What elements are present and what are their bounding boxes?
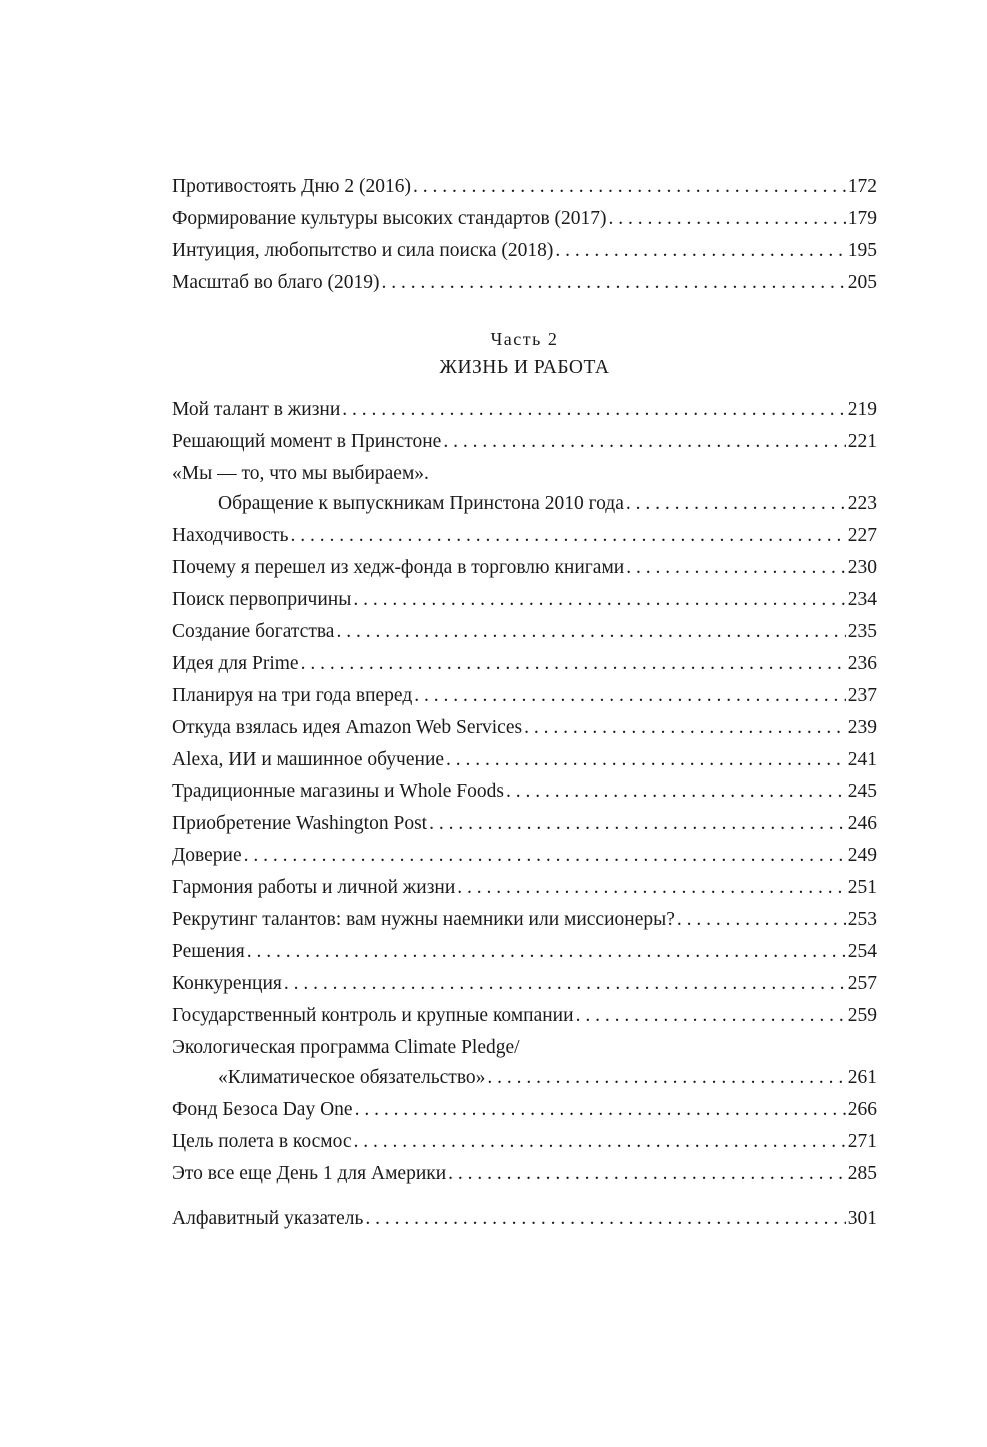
toc-entry[interactable] bbox=[172, 429, 877, 455]
toc-entry-page: 251 bbox=[847, 877, 877, 898]
part-title: ЖИЗНЬ И РАБОТА bbox=[439, 357, 610, 378]
toc-entry[interactable] bbox=[172, 206, 877, 232]
toc-entry-page: 261 bbox=[847, 1067, 877, 1088]
toc-entry[interactable] bbox=[172, 491, 877, 517]
toc-entry[interactable] bbox=[172, 747, 877, 773]
toc-entry-title: Решения bbox=[172, 941, 245, 962]
part-label: Часть 2 bbox=[490, 329, 559, 349]
toc-entry-title: Интуиция, любопытство и сила поиска (2018) bbox=[172, 240, 554, 261]
toc-entry-page: 237 bbox=[847, 685, 877, 706]
toc-entry[interactable] bbox=[172, 715, 877, 741]
toc-entry[interactable] bbox=[172, 843, 877, 869]
toc-leader-dots bbox=[301, 651, 846, 677]
toc-leader-dots bbox=[487, 1065, 845, 1091]
toc-entry-page: 254 bbox=[847, 941, 877, 962]
toc-entry-page: 271 bbox=[847, 1131, 877, 1152]
toc-entry-page: 195 bbox=[847, 240, 877, 261]
toc-entry-page: 230 bbox=[847, 557, 877, 578]
toc-leader-dots bbox=[429, 811, 846, 837]
toc-entry[interactable] bbox=[172, 683, 877, 709]
toc-entry[interactable] bbox=[172, 939, 877, 965]
toc-entry-page: 253 bbox=[847, 909, 877, 930]
toc-leader-dots bbox=[354, 1129, 846, 1155]
toc-leader-dots bbox=[382, 270, 846, 296]
toc-leader-dots bbox=[244, 843, 846, 869]
toc-entry-title: Традиционные магазины и Whole Foods bbox=[172, 781, 504, 802]
toc-entry-title: Формирование культуры высоких стандартов (2017) bbox=[172, 208, 607, 229]
toc-leader-dots bbox=[609, 206, 846, 232]
toc-entry-page: 227 bbox=[847, 525, 877, 546]
toc-entry-title: Создание богатства bbox=[172, 621, 335, 642]
toc-entry-title: Находчивость bbox=[172, 525, 289, 546]
toc-entry[interactable] bbox=[172, 238, 877, 264]
toc-entry[interactable] bbox=[172, 1065, 877, 1091]
toc-entry[interactable] bbox=[172, 651, 877, 677]
toc-entry-title: Планируя на три года вперед bbox=[172, 685, 413, 706]
toc-entry-title: Конкуренция bbox=[172, 973, 282, 994]
toc-entry-title: Мой талант в жизни bbox=[172, 399, 341, 420]
toc-entry-page: 223 bbox=[847, 493, 877, 514]
toc-leader-dots bbox=[336, 619, 845, 645]
toc-entry-page: 172 bbox=[847, 176, 877, 197]
toc-entry-title: Приобретение Washington Post bbox=[172, 813, 428, 834]
toc-entry-first-line[interactable]: «Мы — то, что мы выбираем». bbox=[172, 463, 429, 484]
toc-leader-dots bbox=[414, 683, 846, 709]
toc-entry[interactable] bbox=[172, 1129, 877, 1155]
toc-leader-dots bbox=[355, 1097, 846, 1123]
toc-entry-page: 221 bbox=[847, 431, 877, 452]
toc-leader-dots bbox=[448, 1161, 846, 1187]
toc-entry-title: «Климатическое обязательство» bbox=[218, 1067, 486, 1088]
toc-entry-title: Рекрутинг талантов: вам нужны наемники или миссионеры? bbox=[172, 909, 675, 930]
toc-entry-title: Доверие bbox=[172, 845, 242, 866]
toc-leader-dots bbox=[506, 779, 846, 805]
toc-leader-dots bbox=[353, 587, 845, 613]
toc-leader-dots bbox=[365, 1206, 845, 1232]
toc-entry[interactable] bbox=[172, 1097, 877, 1123]
toc-leader-dots bbox=[413, 174, 846, 200]
toc-leader-dots bbox=[290, 523, 845, 549]
toc-entry-page: 257 bbox=[847, 973, 877, 994]
toc-entry-page: 266 bbox=[847, 1099, 877, 1120]
toc-leader-dots bbox=[446, 747, 846, 773]
toc-leader-dots bbox=[457, 875, 845, 901]
toc-entry[interactable] bbox=[172, 907, 877, 933]
toc-leader-dots bbox=[677, 907, 846, 933]
toc-leader-dots bbox=[247, 939, 846, 965]
toc-entry[interactable] bbox=[172, 811, 877, 837]
toc-entry-title: Поиск первопричины bbox=[172, 589, 352, 610]
toc-entry-page: 245 bbox=[847, 781, 877, 802]
toc-leader-dots bbox=[524, 715, 846, 741]
toc-entry-title: Масштаб во благо (2019) bbox=[172, 272, 380, 293]
toc-leader-dots bbox=[555, 238, 845, 264]
toc-entry[interactable] bbox=[172, 875, 877, 901]
toc-leader-dots bbox=[284, 971, 846, 997]
toc-entry[interactable] bbox=[172, 523, 877, 549]
toc-entry-page: 235 bbox=[847, 621, 877, 642]
toc-entry[interactable] bbox=[172, 971, 877, 997]
toc-entry-title: Идея для Prime bbox=[172, 653, 299, 674]
toc-entry[interactable] bbox=[172, 397, 877, 423]
toc-entry-title: Цель полета в космос bbox=[172, 1131, 352, 1152]
toc-entry-page: 234 bbox=[847, 589, 877, 610]
toc-entry-title: Государственный контроль и крупные компании bbox=[172, 1005, 574, 1026]
toc-leader-dots bbox=[443, 429, 845, 455]
toc-entry-page: 179 bbox=[847, 208, 877, 229]
toc-entry-page: 205 bbox=[847, 272, 877, 293]
toc-leader-dots bbox=[576, 1003, 846, 1029]
toc-leader-dots bbox=[626, 491, 846, 517]
toc-entry-first-line[interactable]: Экологическая программа Climate Pledge/ bbox=[172, 1037, 520, 1058]
toc-entry-page: 241 bbox=[847, 749, 877, 770]
toc-leader-dots bbox=[626, 555, 846, 581]
toc-entry-title: Противостоять Дню 2 (2016) bbox=[172, 176, 411, 197]
toc-entry[interactable] bbox=[172, 1161, 877, 1187]
toc-entry-page: 249 bbox=[847, 845, 877, 866]
toc-entry-page: 246 bbox=[847, 813, 877, 834]
toc-entry-page: 236 bbox=[847, 653, 877, 674]
toc-entry[interactable] bbox=[172, 270, 877, 296]
toc-entry-page: 259 bbox=[847, 1005, 877, 1026]
toc-entry[interactable] bbox=[172, 779, 877, 805]
toc-entry-index[interactable] bbox=[172, 1206, 877, 1232]
toc-entry-title: Это все еще День 1 для Америки bbox=[172, 1163, 447, 1184]
toc-entry-title: Фонд Безоса Day One bbox=[172, 1099, 353, 1120]
toc-entry-page: 239 bbox=[847, 717, 877, 738]
toc-entry-title: Гармония работы и личной жизни bbox=[172, 877, 456, 898]
toc-entry-page: 301 bbox=[847, 1208, 877, 1229]
toc-entry[interactable] bbox=[172, 587, 877, 613]
toc-entry-page: 219 bbox=[847, 399, 877, 420]
toc-entry-title: Alexa, ИИ и машинное обучение bbox=[172, 749, 445, 770]
toc-entry-title: Почему я перешел из хедж-фонда в торговлю книгами bbox=[172, 557, 625, 578]
toc-entry[interactable] bbox=[172, 1003, 877, 1029]
toc-entry-title: Алфавитный указатель bbox=[172, 1208, 364, 1229]
toc-entry[interactable] bbox=[172, 174, 877, 200]
toc-entry[interactable] bbox=[172, 555, 877, 581]
toc-entry-title: Откуда взялась идея Amazon Web Services bbox=[172, 717, 523, 738]
toc-leader-dots bbox=[342, 397, 845, 423]
toc-entry-title: Обращение к выпускникам Принстона 2010 года bbox=[218, 493, 624, 514]
toc-entry-page: 285 bbox=[847, 1163, 877, 1184]
toc-entry[interactable] bbox=[172, 619, 877, 645]
toc-entry-title: Решающий момент в Принстоне bbox=[172, 431, 442, 452]
